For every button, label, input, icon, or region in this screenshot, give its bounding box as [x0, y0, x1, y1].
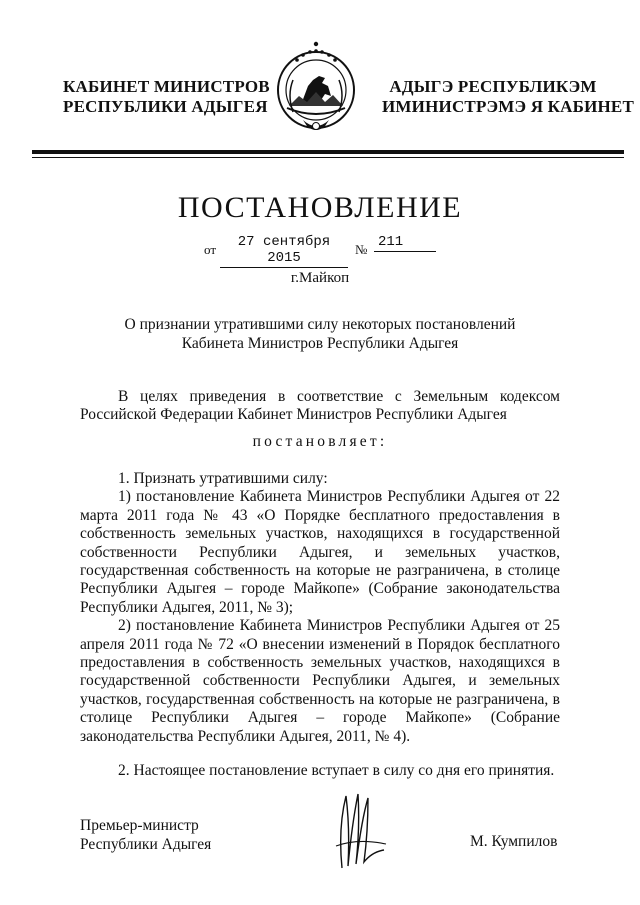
document-number: 211: [374, 234, 436, 252]
issuer-line: АДЫГЭ РЕСПУБЛИКЭМ: [389, 77, 597, 96]
issuer-name-russian: [63, 77, 270, 117]
signatory-name: М. Кумпилов: [470, 833, 558, 850]
intro-text: В целях приведения в соответствие с Земельным кодексом Российской Федерации Кабинет Министров Республики Адыгея: [80, 388, 560, 424]
document-city: г.Майкоп: [290, 270, 350, 286]
point-paragraph: 2. Настоящее постановление вступает в силу со дня его принятия.: [118, 762, 555, 780]
document-subject: [110, 315, 530, 353]
handwritten-signature: [328, 788, 394, 874]
signatory-title-line: Премьер-министр: [80, 817, 199, 834]
date-number-row: [204, 232, 444, 266]
decree-points: [80, 470, 560, 781]
signatory-title-line: Республики Адыгея: [80, 836, 212, 853]
header-divider-thick: [32, 150, 624, 154]
issuer-line: КАБИНЕТ МИНИСТРОВ: [63, 77, 270, 96]
document-date: 27 сентября 2015: [220, 234, 348, 268]
point-paragraph: 2) постановление Кабинета Министров Республики Адыгея от 25 апреля 2011 года № 72 «О внесении изменений в Порядок бесплатного предоставления в собственность земельных участков, находящихся в государственной собственности Республики Адыгея, и земельных участков, государственная собственность на которые не разграничена, в столице Республики Адыгея – городе Майкопе» (Собрание законодательства Республики Адыгея, 2011, № 4).: [80, 617, 560, 745]
signatory-title: [80, 816, 211, 854]
point-paragraph: 1. Признать утратившими силу:: [118, 470, 328, 487]
subject-line: Кабинета Министров Республики Адыгея: [181, 335, 459, 352]
document-title: ПОСТАНОВЛЕНИЕ: [177, 191, 463, 224]
decree-word: постановляет:: [252, 433, 388, 450]
header-divider-thin: [32, 157, 624, 158]
coat-of-arms-icon: [275, 40, 357, 138]
issuer-line: ИМИНИСТРЭМЭ Я КАБИНЕТ: [382, 97, 634, 116]
date-prefix: от: [204, 242, 217, 257]
issuer-line: РЕСПУБЛИКИ АДЫГЕЯ: [63, 97, 268, 116]
issuer-name-adyghe: [382, 77, 634, 117]
subject-line: О признании утратившими силу некоторых постановлений: [124, 316, 516, 333]
number-prefix: №: [355, 242, 368, 257]
intro-paragraph: [80, 388, 560, 425]
point-paragraph: 1) постановление Кабинета Министров Республики Адыгея от 22 марта 2011 года № 43 «О Порядке бесплатного предоставления в собственность земельных участков, находящихся в государственной собственности Республики Адыгея, и земельных участков, государственная собственность на которые не разграничена, в столице Республики Адыгея – городе Майкопе» (Собрание законодательства Республики Адыгея, 2011, № 3);: [80, 488, 560, 616]
